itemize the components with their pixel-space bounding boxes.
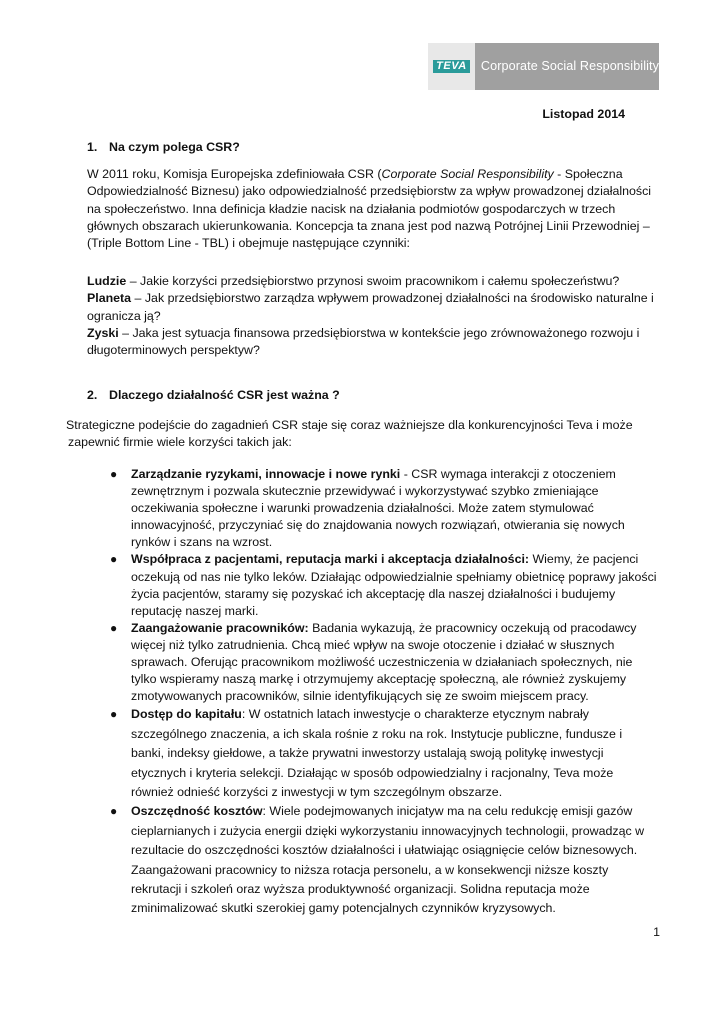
factor-desc: – Jaka jest sytuacja finansowa przedsiębiorstwa w kontekście jego zrównoważonego rozwoju i długoterminowych perspektyw? xyxy=(87,325,640,358)
section-1-number: 1. xyxy=(87,140,98,154)
factor-profits xyxy=(87,325,657,360)
document-header xyxy=(428,43,659,90)
intro-line-2: zapewnić firmie wiele korzyści takich jak: xyxy=(68,435,292,450)
bullet-text: : W ostatnich latach inwestycje o charakterze etycznym nabrały szczególnego znaczenia, a ich skala rośnie z roku na rok. Instytucje publiczne, fundusze i banki, indeksy giełdowe, a także prywatni inwestorzy ustalają swoją politykę inwestycji etycznych i kryteria selekcji. Działając w sposób odpowiedzialny i racjonalny, Teva może również odnieść korzyści z inwestycji w tym szczególnym obszarze. xyxy=(131,707,623,799)
bullet-icon: ● xyxy=(110,620,118,635)
list-item xyxy=(110,466,658,551)
section-2-title: Dlaczego działalność CSR jest ważna ? xyxy=(109,388,340,402)
bullet-title: Oszczędność kosztów xyxy=(131,804,263,819)
paragraph-text-a: W 2011 roku, Komisja Europejska zdefiniowała CSR ( xyxy=(87,167,382,181)
list-item xyxy=(110,705,658,802)
bullet-icon: ● xyxy=(110,804,118,819)
intro-line-1: Strategiczne podejście do zagadnień CSR staje się coraz ważniejsze dla konkurencyjności Teva i może xyxy=(66,418,633,432)
teva-logo xyxy=(428,43,475,90)
bullet-icon: ● xyxy=(110,467,118,481)
list-item xyxy=(110,620,658,705)
header-title: Corporate Social Responsibility xyxy=(475,43,659,90)
list-item xyxy=(110,802,658,918)
factor-term: Ludzie xyxy=(87,274,127,288)
document-date: Listopad 2014 xyxy=(542,107,625,121)
bullet-title: Zaangażowanie pracowników: xyxy=(131,620,309,635)
bullet-icon: ● xyxy=(110,707,118,722)
bullet-title: Współpraca z pacjentami, reputacja marki i akceptacja działalności: xyxy=(131,552,530,567)
tbl-factors xyxy=(87,273,657,359)
section-2-heading xyxy=(87,387,340,404)
factor-term: Planeta xyxy=(87,291,132,306)
bullet-text: Wiemy, że pacjenci oczekują od nas nie tylko leków. Działając odpowiedzialnie spełniamy obietnicę poprawy jakości życia pacjentów, staramy się pozyskać ich akceptację dla naszej działalności i budujemy reputację naszej marki. xyxy=(131,552,657,618)
bullet-title: Dostęp do kapitału xyxy=(131,707,242,722)
section-2-intro xyxy=(66,417,658,452)
paragraph-italic: Corporate Social Responsibility xyxy=(381,167,554,181)
factor-term: Zyski xyxy=(87,325,119,340)
factor-desc: – Jakie korzyści przedsiębiorstwo przynosi swoim pracownikom i całemu społeczeństwu? xyxy=(126,274,620,288)
section-1-title: Na czym polega CSR? xyxy=(109,140,240,154)
factor-people xyxy=(87,273,657,290)
page-number: 1 xyxy=(653,925,660,939)
bullet-icon: ● xyxy=(110,552,118,567)
factor-desc: – Jak przedsiębiorstwo zarządza wpływem prowadzonej działalności na środowisko naturalne i ogranicza ją? xyxy=(87,291,654,323)
list-item xyxy=(110,551,658,619)
bullet-title: Zarządzanie ryzykami, innowacje i nowe rynki xyxy=(131,467,401,481)
section-1-heading xyxy=(87,139,240,156)
teva-logo-text: TEVA xyxy=(433,60,470,73)
factor-planet xyxy=(87,290,657,325)
bullet-text: : Wiele podejmowanych inicjatyw ma na celu redukcję emisji gazów cieplarnianych i zużycia energii dzięki wykorzystaniu innowacyjnych technologii, prowadząc w rezultacie do oszczędności kosztów działalności i ułatwiając osiągnięcie celów biznesowych. Zaangażowani pracownicy to niższa rotacja personelu, a w konsekwencji niższe koszty rekrutacji i szkoleń oraz wyższa produktywność organizacji. Solidna reputacja może zminimalizować skutki szerokiej gamy potencjalnych czynników kryzysowych. xyxy=(131,804,645,916)
bullet-text: - CSR wymaga interakcji z otoczeniem zewnętrznym i pozwala skutecznie przewidywać i wykorzystywać szybko zmieniające oczekiwania społeczne i warunki prowadzenia działalności. Może zatem stymulować innowacyjność, przyczyniać się do znajdowania nowych rozwiązań, otwierania się nowych rynków i szans na wzrost. xyxy=(131,467,625,550)
section-1-paragraph xyxy=(87,166,657,252)
benefits-list xyxy=(110,466,658,919)
section-2-number: 2. xyxy=(87,388,98,402)
paragraph-text-b: - Społeczna Odpowiedzialność Biznesu) jako odpowiedzialność przedsiębiorstw za wpływ prowadzonej działalności na społeczeństwo. Inna definicja kładzie nacisk na działania podmiotów gospodarczych w trzech głównych obszarach ukierunkowania. Koncepcja ta znana jest pod nazwą Potrójnej Linii Przewodniej – (Triple Bottom Line - TBL) i obejmuje następujące czynniki: xyxy=(87,167,652,251)
bullet-text: Badania wykazują, że pracownicy oczekują od pracodawcy więcej niż tylko zatrudnienia. Chcą mieć wpływ na swoje otoczenie i działać w słusznych sprawach. Oferując pracownikom możliwość uczestniczenia w działaniach społecznych, nie tylko wspieramy naszą markę i otrzymujemy akceptację społeczną, ale również zyskujemy zmotywowanych pracowników, silnie identyfikujących się ze swoim miejscem pracy. xyxy=(131,620,637,704)
